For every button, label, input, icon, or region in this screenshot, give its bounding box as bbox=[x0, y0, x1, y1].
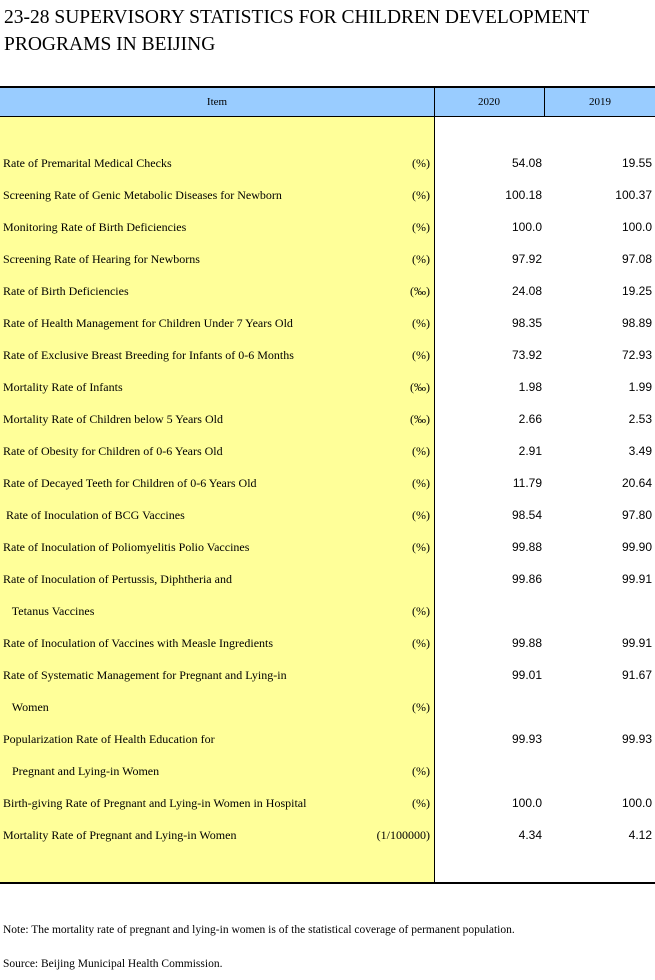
row-unit: (%) bbox=[412, 540, 430, 554]
value-2019: 4.12 bbox=[628, 828, 652, 842]
row-label: Rate of Systematic Management for Pregnant and Lying-in bbox=[3, 668, 287, 682]
table-row bbox=[0, 499, 655, 531]
value-2020: 4.34 bbox=[518, 828, 542, 842]
table-header bbox=[0, 88, 655, 117]
value-2020: 100.18 bbox=[505, 188, 542, 202]
row-unit: (%) bbox=[412, 636, 430, 650]
row-unit bbox=[360, 563, 430, 595]
row-unit bbox=[360, 659, 430, 691]
value-2019: 100.0 bbox=[621, 796, 652, 810]
row-unit: (%) bbox=[412, 764, 430, 778]
row-label: Screening Rate of Hearing for Newborns bbox=[3, 252, 200, 266]
value-2019: 20.64 bbox=[621, 476, 652, 490]
value-2020: 54.08 bbox=[511, 156, 542, 170]
table-row bbox=[0, 563, 655, 595]
table-row bbox=[0, 435, 655, 467]
table-row bbox=[0, 147, 655, 179]
column-header-2019: 2019 bbox=[589, 96, 611, 108]
value-2020: 98.35 bbox=[511, 316, 542, 330]
row-label: Popularization Rate of Health Education for bbox=[3, 732, 215, 746]
page-title: 23-28 SUPERVISORY STATISTICS FOR CHILDREN DEVELOPMENT PROGRAMS IN BEIJING bbox=[4, 7, 589, 55]
table-bottom-rule bbox=[0, 882, 655, 884]
table-row bbox=[0, 403, 655, 435]
table-row bbox=[0, 339, 655, 371]
table-source: Source: Beijing Municipal Health Commission. bbox=[3, 958, 223, 970]
value-2020: 73.92 bbox=[511, 348, 542, 362]
row-label: Rate of Birth Deficiencies bbox=[3, 284, 129, 298]
value-2019 bbox=[544, 595, 652, 627]
row-unit: (‰) bbox=[410, 284, 430, 298]
value-2019: 1.99 bbox=[628, 380, 652, 394]
value-2019: 72.93 bbox=[621, 348, 652, 362]
table-row bbox=[0, 179, 655, 211]
value-2019 bbox=[544, 691, 652, 723]
column-header-2020: 2020 bbox=[478, 96, 500, 108]
table-row bbox=[0, 723, 655, 755]
table-row bbox=[0, 275, 655, 307]
row-unit: (%) bbox=[412, 252, 430, 266]
value-2020: 1.98 bbox=[518, 380, 542, 394]
table-row bbox=[0, 467, 655, 499]
value-2019: 97.08 bbox=[621, 252, 652, 266]
value-2019: 3.49 bbox=[628, 444, 652, 458]
row-label: Rate of Obesity for Children of 0-6 Years Old bbox=[3, 444, 223, 458]
value-2019: 100.37 bbox=[615, 188, 652, 202]
row-unit: (%) bbox=[412, 316, 430, 330]
value-2020: 99.93 bbox=[511, 732, 542, 746]
table-row bbox=[0, 691, 655, 723]
value-2020: 97.92 bbox=[511, 252, 542, 266]
value-2020: 98.54 bbox=[511, 508, 542, 522]
statistics-table bbox=[0, 86, 655, 884]
value-2019: 98.89 bbox=[621, 316, 652, 330]
table-note: Note: The mortality rate of pregnant and lying-in women is of the statistical coverage of permanent population. bbox=[3, 924, 515, 936]
column-header-item: Item bbox=[206, 96, 228, 108]
value-2020 bbox=[434, 755, 542, 787]
row-label: Tetanus Vaccines bbox=[3, 604, 95, 618]
row-label: Rate of Exclusive Breast Breeding for Infants of 0-6 Months bbox=[3, 348, 294, 362]
value-2020: 2.91 bbox=[518, 444, 542, 458]
table-row bbox=[0, 211, 655, 243]
row-label: Rate of Inoculation of Poliomyelitis Polio Vaccines bbox=[3, 540, 250, 554]
column-divider-years bbox=[544, 88, 545, 117]
value-2020 bbox=[434, 595, 542, 627]
value-2019: 19.55 bbox=[621, 156, 652, 170]
value-2019: 97.80 bbox=[621, 508, 652, 522]
row-label: Women bbox=[3, 700, 49, 714]
table-row bbox=[0, 787, 655, 819]
row-label: Pregnant and Lying-in Women bbox=[3, 764, 160, 778]
table-row bbox=[0, 371, 655, 403]
table-row bbox=[0, 627, 655, 659]
row-unit: (1/100000) bbox=[376, 828, 430, 842]
value-2020: 2.66 bbox=[518, 412, 542, 426]
table-row bbox=[0, 531, 655, 563]
value-2019: 99.91 bbox=[621, 572, 652, 586]
row-label: Rate of Inoculation of Vaccines with Measle Ingredients bbox=[3, 636, 274, 650]
value-2020 bbox=[434, 691, 542, 723]
table-row bbox=[0, 243, 655, 275]
row-label: Rate of Health Management for Children Under 7 Years Old bbox=[3, 316, 293, 330]
row-label: Mortality Rate of Infants bbox=[3, 380, 123, 394]
value-2019: 2.53 bbox=[628, 412, 652, 426]
row-unit: (%) bbox=[412, 156, 430, 170]
table-row bbox=[0, 755, 655, 787]
value-2019: 99.91 bbox=[621, 636, 652, 650]
value-2019: 99.90 bbox=[621, 540, 652, 554]
row-label: Mortality Rate of Pregnant and Lying-in Women bbox=[3, 828, 237, 842]
value-2019: 19.25 bbox=[621, 284, 652, 298]
row-label: Rate of Decayed Teeth for Children of 0-6 Years Old bbox=[3, 476, 257, 490]
value-2020: 99.86 bbox=[511, 572, 542, 586]
row-label: Birth-giving Rate of Pregnant and Lying-in Women in Hospital bbox=[3, 796, 307, 810]
value-2019 bbox=[544, 755, 652, 787]
row-label: Monitoring Rate of Birth Deficiencies bbox=[3, 220, 187, 234]
value-2019: 100.0 bbox=[621, 220, 652, 234]
value-2020: 100.0 bbox=[511, 220, 542, 234]
value-2019: 99.93 bbox=[621, 732, 652, 746]
row-unit: (%) bbox=[412, 604, 430, 618]
table-row bbox=[0, 307, 655, 339]
row-unit: (%) bbox=[412, 220, 430, 234]
table-row bbox=[0, 595, 655, 627]
row-unit: (%) bbox=[412, 700, 430, 714]
row-unit bbox=[360, 723, 430, 755]
row-unit: (‰) bbox=[410, 380, 430, 394]
value-2020: 99.01 bbox=[511, 668, 542, 682]
row-unit: (‰) bbox=[410, 412, 430, 426]
row-unit: (%) bbox=[412, 444, 430, 458]
row-label: Rate of Inoculation of BCG Vaccines bbox=[3, 508, 185, 522]
row-unit: (%) bbox=[412, 508, 430, 522]
row-label: Screening Rate of Genic Metabolic Diseases for Newborn bbox=[3, 188, 282, 202]
table-row bbox=[0, 819, 655, 851]
value-2020: 99.88 bbox=[511, 540, 542, 554]
row-label: Rate of Inoculation of Pertussis, Diphtheria and bbox=[3, 572, 232, 586]
value-2020: 11.79 bbox=[512, 476, 542, 490]
value-2019: 91.67 bbox=[621, 668, 652, 682]
value-2020: 24.08 bbox=[511, 284, 542, 298]
table-row bbox=[0, 659, 655, 691]
row-label: Rate of Premarital Medical Checks bbox=[3, 156, 172, 170]
row-unit: (%) bbox=[412, 476, 430, 490]
value-2020: 99.88 bbox=[511, 636, 542, 650]
row-unit: (%) bbox=[412, 796, 430, 810]
row-unit: (%) bbox=[412, 188, 430, 202]
value-2020: 100.0 bbox=[511, 796, 542, 810]
row-unit: (%) bbox=[412, 348, 430, 362]
row-label: Mortality Rate of Children below 5 Years Old bbox=[3, 412, 223, 426]
